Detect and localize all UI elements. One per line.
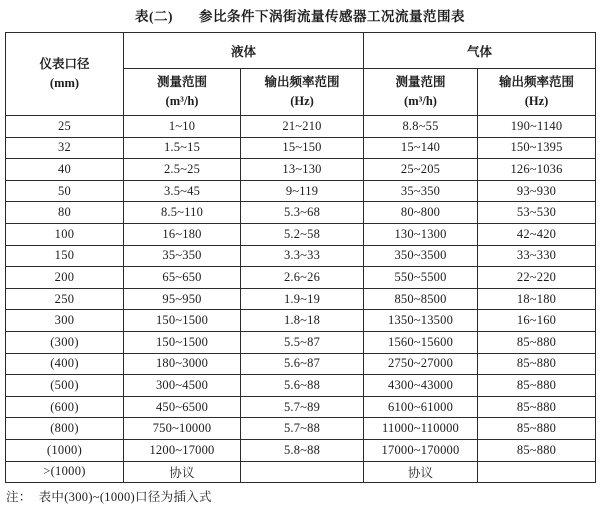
table-row bbox=[6, 331, 596, 353]
table-cell: 1.5~15 bbox=[124, 137, 241, 159]
table-cell: (1000) bbox=[6, 439, 124, 461]
table-cell: 1560~15600 bbox=[364, 331, 478, 353]
table-cell: 350~3500 bbox=[364, 245, 478, 267]
table-row bbox=[6, 353, 596, 375]
table-cell: 5.3~68 bbox=[241, 202, 364, 224]
table-cell: 85~880 bbox=[478, 396, 596, 418]
table-cell: 22~220 bbox=[478, 267, 596, 289]
table-row bbox=[6, 137, 596, 159]
table-cell: (400) bbox=[6, 353, 124, 375]
table-cell: 协议 bbox=[124, 461, 241, 483]
table-cell: 100 bbox=[6, 223, 124, 245]
footnote-prefix: 注： bbox=[6, 490, 32, 504]
table-body bbox=[6, 116, 596, 483]
gas-frequency-label: 输出频率范围 bbox=[499, 74, 575, 89]
table-cell: 17000~170000 bbox=[364, 439, 478, 461]
col-header-liquid-range bbox=[124, 69, 241, 116]
table-cell: (800) bbox=[6, 418, 124, 440]
table-cell: 85~880 bbox=[478, 375, 596, 397]
col-header-gas-range bbox=[364, 69, 478, 116]
table-cell: 18~180 bbox=[478, 288, 596, 310]
table-row bbox=[6, 288, 596, 310]
table-cell: 32 bbox=[6, 137, 124, 159]
footnote-text: 表中(300)~(1000)口径为插入式 bbox=[38, 490, 212, 504]
table-cell: 5.5~87 bbox=[241, 331, 364, 353]
group-header-row bbox=[6, 33, 596, 69]
table-cell: 85~880 bbox=[478, 331, 596, 353]
table-row bbox=[6, 202, 596, 224]
table-cell: 80 bbox=[6, 202, 124, 224]
table-cell: 13~130 bbox=[241, 159, 364, 181]
table-cell: 35~350 bbox=[124, 245, 241, 267]
table-cell: 65~650 bbox=[124, 267, 241, 289]
table-row bbox=[6, 223, 596, 245]
diameter-label: 仪表口径 bbox=[39, 56, 90, 71]
table-row bbox=[6, 310, 596, 332]
table-cell: 25~205 bbox=[364, 159, 478, 181]
table-cell: 190~1140 bbox=[478, 116, 596, 138]
gas-range-label: 测量范围 bbox=[395, 74, 446, 89]
table-cell: 3.5~45 bbox=[124, 180, 241, 202]
col-header-liquid-frequency bbox=[241, 69, 364, 116]
table-cell: 130~1300 bbox=[364, 223, 478, 245]
table-cell: 85~880 bbox=[478, 353, 596, 375]
table-cell: 15~150 bbox=[241, 137, 364, 159]
table-cell bbox=[478, 461, 596, 483]
table-cell: 150~1500 bbox=[124, 310, 241, 332]
table-cell: (300) bbox=[6, 331, 124, 353]
table-cell: 9~119 bbox=[241, 180, 364, 202]
table-cell: 3.3~33 bbox=[241, 245, 364, 267]
table-cell: 4300~43000 bbox=[364, 375, 478, 397]
table-cell: (500) bbox=[6, 375, 124, 397]
table-cell: 1.8~18 bbox=[241, 310, 364, 332]
table-cell: 300 bbox=[6, 310, 124, 332]
table-cell: 50 bbox=[6, 180, 124, 202]
table-cell: 5.7~88 bbox=[241, 418, 364, 440]
liquid-frequency-label: 输出频率范围 bbox=[264, 74, 340, 89]
liquid-range-unit: (m³/h) bbox=[165, 94, 199, 108]
col-header-diameter bbox=[6, 33, 124, 116]
table-row bbox=[6, 396, 596, 418]
flow-range-table bbox=[5, 32, 596, 483]
table-cell: 150~1500 bbox=[124, 331, 241, 353]
table-cell: 850~8500 bbox=[364, 288, 478, 310]
table-cell: 1200~17000 bbox=[124, 439, 241, 461]
table-cell: 80~800 bbox=[364, 202, 478, 224]
table-cell: 200 bbox=[6, 267, 124, 289]
table-title: 参比条件下涡街流量传感器工况流量范围表 bbox=[199, 9, 465, 24]
table-cell: 6100~61000 bbox=[364, 396, 478, 418]
table-cell: 250 bbox=[6, 288, 124, 310]
table-cell: 5.6~88 bbox=[241, 375, 364, 397]
table-cell bbox=[241, 461, 364, 483]
table-cell: 33~330 bbox=[478, 245, 596, 267]
table-cell: 150~1395 bbox=[478, 137, 596, 159]
table-cell: 5.8~88 bbox=[241, 439, 364, 461]
table-cell: 21~210 bbox=[241, 116, 364, 138]
gas-range-unit: (m³/h) bbox=[404, 94, 437, 108]
table-cell: 2.6~26 bbox=[241, 267, 364, 289]
table-cell: 85~880 bbox=[478, 439, 596, 461]
table-cell: 450~6500 bbox=[124, 396, 241, 418]
table-row bbox=[6, 418, 596, 440]
gas-frequency-unit: (Hz) bbox=[524, 94, 549, 108]
footnote bbox=[6, 487, 212, 505]
table-cell: 5.2~58 bbox=[241, 223, 364, 245]
table-row bbox=[6, 180, 596, 202]
table-cell: 180~3000 bbox=[124, 353, 241, 375]
table-cell: 40 bbox=[6, 159, 124, 181]
table-cell: 协议 bbox=[364, 461, 478, 483]
table-cell: 16~160 bbox=[478, 310, 596, 332]
table-cell: 5.6~87 bbox=[241, 353, 364, 375]
table-row bbox=[6, 116, 596, 138]
table-cell: 750~10000 bbox=[124, 418, 241, 440]
liquid-range-label: 测量范围 bbox=[156, 74, 207, 89]
table-cell: 1~10 bbox=[124, 116, 241, 138]
table-cell: 300~4500 bbox=[124, 375, 241, 397]
table-cell: 11000~110000 bbox=[364, 418, 478, 440]
table-cell: 8.5~110 bbox=[124, 202, 241, 224]
table-cell: 95~950 bbox=[124, 288, 241, 310]
table-cell: 550~5500 bbox=[364, 267, 478, 289]
group-header-gas: 气体 bbox=[364, 33, 596, 69]
table-cell: 35~350 bbox=[364, 180, 478, 202]
table-cell: 2.5~25 bbox=[124, 159, 241, 181]
col-header-gas-frequency bbox=[478, 69, 596, 116]
table-cell: 53~530 bbox=[478, 202, 596, 224]
table-cell: 15~140 bbox=[364, 137, 478, 159]
table-cell: 85~880 bbox=[478, 418, 596, 440]
table-cell: 42~420 bbox=[478, 223, 596, 245]
table-cell: 93~930 bbox=[478, 180, 596, 202]
liquid-frequency-unit: (Hz) bbox=[290, 94, 314, 108]
table-header bbox=[6, 33, 596, 116]
table-cell: 5.7~89 bbox=[241, 396, 364, 418]
table-row bbox=[6, 159, 596, 181]
table-cell: 25 bbox=[6, 116, 124, 138]
table-cell: 1.9~19 bbox=[241, 288, 364, 310]
table-row bbox=[6, 245, 596, 267]
table-number: 表(二) bbox=[135, 9, 173, 24]
table-cell: 126~1036 bbox=[478, 159, 596, 181]
table-cell: 150 bbox=[6, 245, 124, 267]
table-cell: 1350~13500 bbox=[364, 310, 478, 332]
table-cell: >(1000) bbox=[6, 461, 124, 483]
table-row bbox=[6, 461, 596, 483]
table-row bbox=[6, 439, 596, 461]
diameter-unit: (mm) bbox=[49, 76, 80, 90]
table-cell: 2750~27000 bbox=[364, 353, 478, 375]
table-row bbox=[6, 267, 596, 289]
group-header-liquid: 液体 bbox=[124, 33, 364, 69]
table-cell: 16~180 bbox=[124, 223, 241, 245]
table-cell: (600) bbox=[6, 396, 124, 418]
table-cell: 8.8~55 bbox=[364, 116, 478, 138]
page-title bbox=[0, 0, 600, 25]
table-row bbox=[6, 375, 596, 397]
